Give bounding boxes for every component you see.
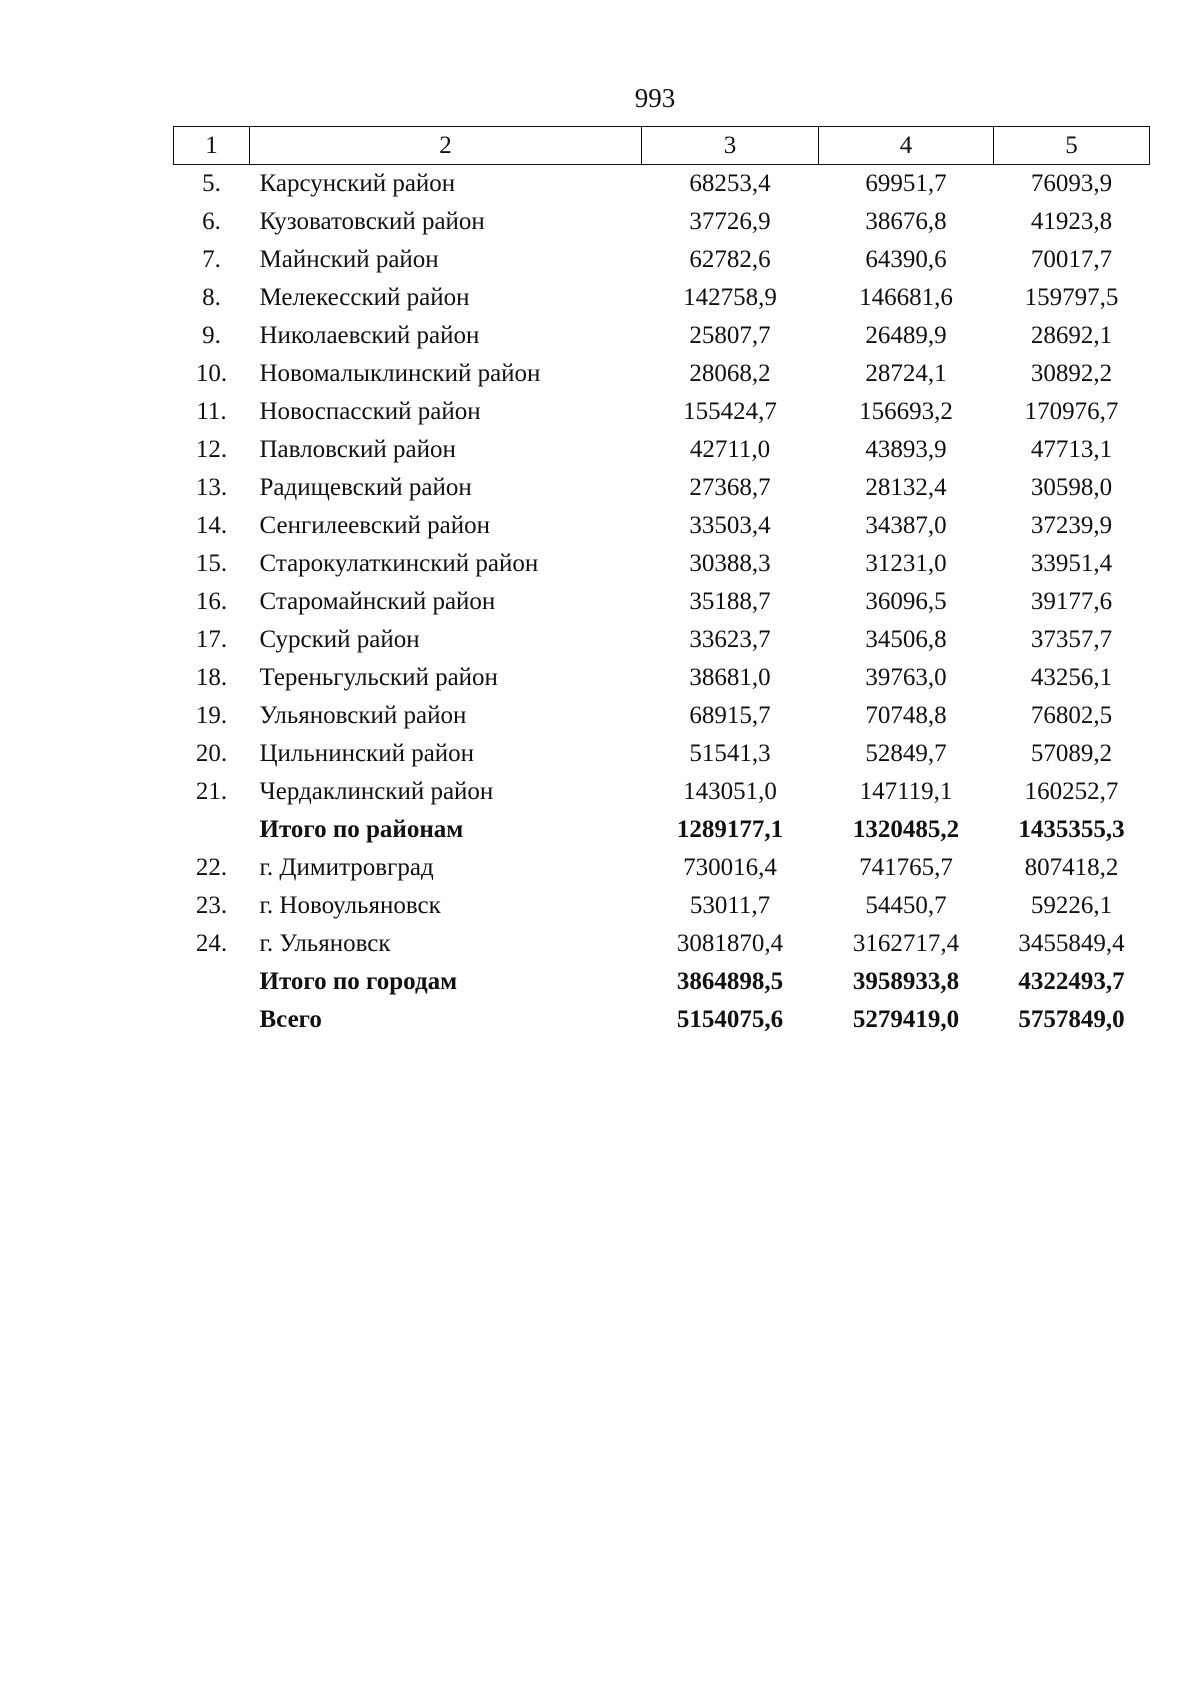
row-value-col5: 70017,7 [1030,246,1113,273]
row-value-col5: 30892,2 [1030,360,1113,387]
row-value-col5: 30598,0 [1030,474,1113,501]
row-value-col4: 28724,1 [865,360,947,387]
row-value-col3: 33503,4 [689,512,771,539]
row-name: Сенгилеевский район [259,512,491,539]
row-name: Всего [259,1006,322,1033]
row-number: 21. [195,778,228,805]
row-name: Сурский район [259,626,420,653]
table-row [174,393,1150,431]
budget-table [173,126,1150,1039]
row-name: Павловский район [259,436,456,463]
row-value-col4: 70748,8 [865,702,947,729]
row-value-col5: 1435355,3 [1018,816,1125,843]
row-number: 7. [202,246,221,273]
row-number [174,1001,250,1039]
row-value-col5: 33951,4 [1030,550,1113,577]
row-value-col4: 26489,9 [865,322,947,349]
row-value-col5: 39177,6 [1030,588,1113,615]
row-value-col5: 37357,7 [1030,626,1113,653]
table-row [174,355,1150,393]
row-value-col4: 52849,7 [865,740,947,767]
row-name: Ульяновский район [259,702,467,729]
row-number [174,963,250,1001]
header-col-2: 2 [250,127,642,165]
row-value-col4: 38676,8 [865,208,947,235]
row-value-col3: 142758,9 [683,284,777,311]
row-name: Цильнинский район [259,740,475,767]
row-value-col5: 807418,2 [1024,854,1119,881]
row-value-col5: 41923,8 [1030,208,1113,235]
table-row [174,659,1150,697]
table-row [174,735,1150,773]
row-number: 17. [195,626,228,653]
table-row [174,165,1150,204]
row-value-col4: 34387,0 [865,512,947,539]
table-row [174,621,1150,659]
table-row [174,279,1150,317]
table-row [174,583,1150,621]
page-number: 993 [634,83,676,113]
header-row [174,127,1150,165]
total-row [174,811,1150,849]
row-value-col5: 43256,1 [1030,664,1113,691]
table-row [174,887,1150,925]
row-value-col3: 68915,7 [689,702,771,729]
row-name: Мелекесский район [259,284,470,311]
row-value-col3: 28068,2 [689,360,771,387]
table-row [174,317,1150,355]
row-name: Новоспасский район [259,398,481,425]
row-number: 9. [202,322,221,349]
row-value-col5: 59226,1 [1030,892,1113,919]
row-value-col4: 54450,7 [865,892,947,919]
row-value-col4: 43893,9 [865,436,947,463]
row-value-col4: 69951,7 [865,170,947,197]
row-value-col4: 31231,0 [865,550,947,577]
row-value-col3: 5154075,6 [676,1006,784,1033]
row-number: 5. [202,170,221,197]
row-name: Старомайнский район [259,588,496,615]
table-body [174,165,1150,1040]
row-value-col4: 36096,5 [865,588,947,615]
row-value-col3: 51541,3 [689,740,771,767]
row-value-col4: 147119,1 [859,778,953,805]
row-name: г. Димитровград [259,854,434,881]
table-row [174,545,1150,583]
row-value-col4: 3162717,4 [852,930,960,957]
row-value-col4: 156693,2 [859,398,953,425]
row-value-col5: 28692,1 [1030,322,1113,349]
row-value-col5: 76802,5 [1030,702,1113,729]
row-value-col3: 35188,7 [689,588,771,615]
row-value-col5: 37239,9 [1030,512,1113,539]
header-col-1: 1 [174,127,250,165]
row-number: 13. [195,474,228,501]
row-name: г. Ульяновск [259,930,391,957]
row-name: Итого по городам [259,968,458,995]
row-value-col3: 155424,7 [683,398,777,425]
row-name: Тереньгульский район [259,664,498,691]
row-number: 15. [195,550,228,577]
row-value-col4: 5279419,0 [852,1006,960,1033]
row-name: Новомалыклинский район [259,360,541,387]
header-col-3: 3 [642,127,819,165]
table-header [174,127,1150,165]
row-value-col5: 76093,9 [1030,170,1113,197]
row-value-col4: 1320485,2 [852,816,960,843]
row-value-col4: 146681,6 [859,284,953,311]
row-name: Радищевский район [259,474,472,501]
row-value-col5: 170976,7 [1024,398,1119,425]
row-number: 19. [195,702,228,729]
header-col-4: 4 [819,127,994,165]
row-number: 22. [195,854,228,881]
row-value-col3: 1289177,1 [676,816,784,843]
header-col-5: 5 [994,127,1150,165]
row-number: 6. [202,208,221,235]
row-number: 14. [195,512,228,539]
row-number: 8. [202,284,221,311]
row-value-col3: 143051,0 [683,778,777,805]
row-number: 23. [195,892,228,919]
row-number: 16. [195,588,228,615]
row-value-col4: 741765,7 [859,854,953,881]
row-value-col4: 34506,8 [865,626,947,653]
row-value-col5: 4322493,7 [1018,968,1125,995]
table-row [174,925,1150,963]
table-row [174,203,1150,241]
table-row [174,241,1150,279]
row-name: Чердаклинский район [259,778,494,805]
row-value-col3: 62782,6 [689,246,771,273]
row-name: Старокулаткинский район [259,550,539,577]
total-row [174,963,1150,1001]
row-value-col3: 730016,4 [683,854,777,881]
row-number: 11. [196,398,227,425]
row-value-col3: 30388,3 [689,550,771,577]
table-row [174,507,1150,545]
row-value-col5: 160252,7 [1024,778,1119,805]
row-number [174,811,250,849]
row-value-col3: 33623,7 [689,626,771,653]
total-row [174,1001,1150,1039]
row-value-col5: 57089,2 [1030,740,1113,767]
table-row [174,469,1150,507]
row-value-col5: 159797,5 [1024,284,1119,311]
row-name: Кузоватовский район [259,208,485,235]
row-name: г. Новоульяновск [259,892,441,919]
table-row [174,431,1150,469]
row-value-col5: 5757849,0 [1018,1006,1125,1033]
row-name: Майнский район [259,246,439,273]
row-value-col4: 3958933,8 [852,968,960,995]
row-value-col5: 3455849,4 [1018,930,1125,957]
row-value-col3: 37726,9 [689,208,771,235]
row-number: 10. [195,360,228,387]
row-value-col4: 28132,4 [865,474,947,501]
row-number: 12. [195,436,228,463]
row-value-col3: 42711,0 [689,436,771,463]
row-name: Николаевский район [259,322,480,349]
row-number: 20. [195,740,228,767]
row-value-col4: 64390,6 [865,246,947,273]
row-value-col3: 3081870,4 [676,930,784,957]
row-value-col3: 27368,7 [689,474,771,501]
row-value-col3: 3864898,5 [676,968,784,995]
row-number: 24. [195,930,228,957]
row-value-col3: 53011,7 [689,892,771,919]
row-value-col5: 47713,1 [1030,436,1113,463]
table-row [174,697,1150,735]
row-value-col3: 38681,0 [689,664,771,691]
row-name: Итого по районам [259,816,464,843]
table-row [174,773,1150,811]
row-value-col3: 68253,4 [689,170,771,197]
table-row [174,849,1150,887]
row-value-col4: 39763,0 [865,664,947,691]
row-value-col3: 25807,7 [689,322,771,349]
row-name: Карсунский район [259,170,456,197]
row-number: 18. [195,664,228,691]
